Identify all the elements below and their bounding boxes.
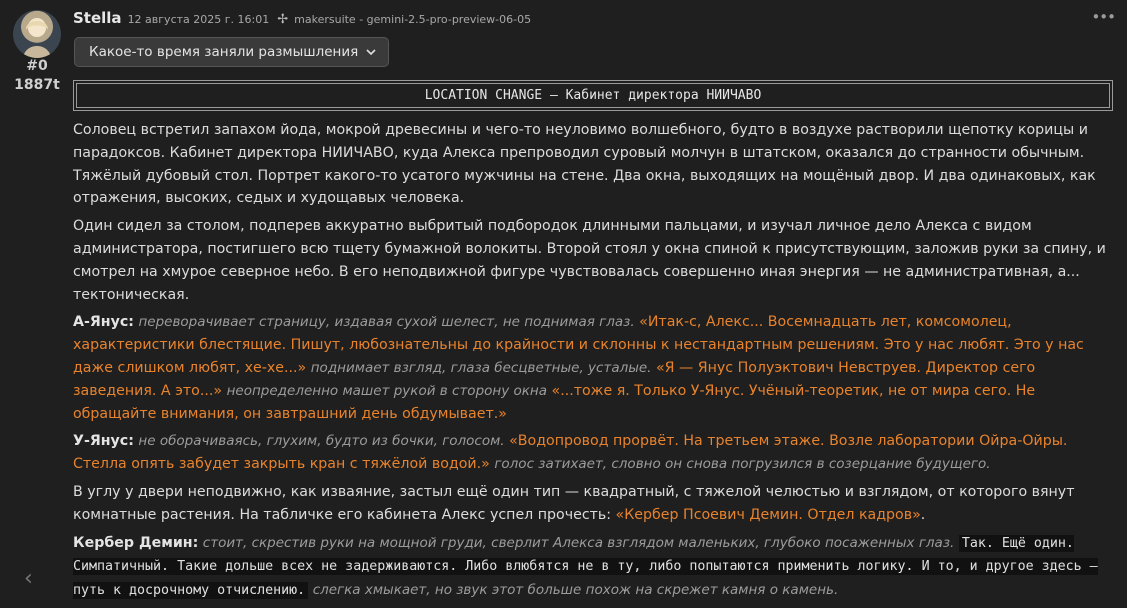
- quote: «Я — Янус Полуэктович Невструев. Директор сего заведения. А это...»: [73, 359, 1036, 399]
- location-title: LOCATION CHANGE – Кабинет директора НИИЧАВО: [76, 83, 1110, 108]
- quote: «...тоже я. Только У-Янус. Учёный-теоретик, не от мира сего. Не обращайте внимания, он завтрашний день обдумывает.»: [73, 382, 1036, 422]
- author-name: Stella: [73, 9, 122, 27]
- stage-direction: переворачивает страницу, издавая сухой шелест, не поднимая глаз.: [138, 314, 635, 331]
- quote: «Кербер Псоевич Демин. Отдел кадров»: [615, 506, 921, 523]
- more-dots-icon[interactable]: •••: [1091, 8, 1115, 26]
- paragraph-1: Соловец встретил запахом йода, мокрой древесины и чего-то неуловимо волшебного, будто в воздухе растворили щепотку корицы и парадоксов. Кабинет директора НИИЧАВО, куда Алекса препроводил суровый молчун в штатском, оказался до странности обычным. Тяжёлый дубовый стол. Портрет какого-то усатого мужчины на стене. Два окна, выходящих на мощёный двор. И два одинаковых, как отражения, высоких, седых и худощавых человека.: [73, 122, 1096, 207]
- message-body: [73, 119, 1113, 608]
- paragraph-6: [73, 532, 1113, 603]
- stage-direction: поднимает взгляд, глаза бесцветные, усталые.: [310, 359, 652, 376]
- paragraph-3: [73, 311, 1113, 425]
- speaker: А-Янус:: [73, 314, 134, 331]
- message-header: [73, 9, 1117, 31]
- thinking-toggle-button[interactable]: [74, 37, 389, 67]
- model-name: makersuite - gemini-2.5-pro-preview-06-05: [294, 13, 532, 26]
- chevron-down-icon: [366, 49, 376, 56]
- stage-direction: неопределенно машет рукой в сторону окна: [226, 382, 548, 399]
- monospace-speech: Так. Ещё один. Симпатичный. Такие дольше всех не задерживаются. Либо влюбятся не в ту, либо попытаются применить логику. И то, и другое здесь — путь к досрочному отчислению.: [73, 535, 1098, 599]
- avatar[interactable]: [13, 10, 61, 58]
- token-count: 1887t: [14, 77, 60, 93]
- paragraph-4: [73, 430, 1113, 476]
- punctuation: .: [920, 506, 926, 523]
- quote: «Водопровод прорвёт. На третьем этаже. Возле лаборатории Ойра-Ойры. Стелла опять забудет закрыть кран с тяжёлой водой.»: [73, 433, 1068, 473]
- stage-direction: голос затихает, словно он снова погрузился в созерцание будущего.: [494, 456, 991, 473]
- message-timestamp: 12 августа 2025 г. 16:01: [127, 13, 270, 26]
- chevron-left-icon[interactable]: ‹: [24, 566, 33, 591]
- narration: В углу у двери неподвижно, как изваяние, застыл ещё один тип — квадратный, с тяжелой челюстью и взглядом, от которого вянут комнатные растения. На табличке его кабинета Алекс успел прочесть:: [73, 483, 1075, 523]
- message-index: #0: [26, 58, 48, 74]
- paragraph-2: Один сидел за столом, подперев аккуратно выбритый подбородок длинными пальцами, и изучал личное дело Алекса с видом администратора, постигшего всю тщету бумажной волокиты. Второй стоял у окна спиной к присутствующим, заложив руки за спину, и смотрел на хмурое северное небо. В его неподвижной фигуре чувствовалась совершенно иная энергия — не административная, а... тектоническая.: [73, 218, 1106, 303]
- stage-direction: стоит, скрестив руки на мощной груди, сверлит Алекса взглядом маленьких, глубоко посаженных глаз.: [202, 534, 955, 551]
- paragraph-5: [73, 481, 1113, 527]
- stage-direction: не оборачиваясь, глухим, будто из бочки, голосом.: [138, 433, 505, 450]
- feather-icon: ✢: [277, 12, 289, 27]
- quote: «Итак-с, Алекс... Восемнадцать лет, комсомолец, характеристики блестящие. Пишут, любознательны до крайности и склонны к нестандартным решениям. Это у нас любят. Это у нас даже слишком любят, хе-хе...»: [73, 314, 1084, 376]
- stage-direction: слегка хмыкает, но звук этот больше похож на скрежет камня о камень.: [312, 582, 839, 599]
- speaker: Кербер Демин:: [73, 534, 199, 551]
- location-box: [73, 80, 1113, 111]
- thinking-label: Какое-то время заняли размышления: [89, 44, 359, 60]
- speaker: У-Янус:: [73, 433, 134, 450]
